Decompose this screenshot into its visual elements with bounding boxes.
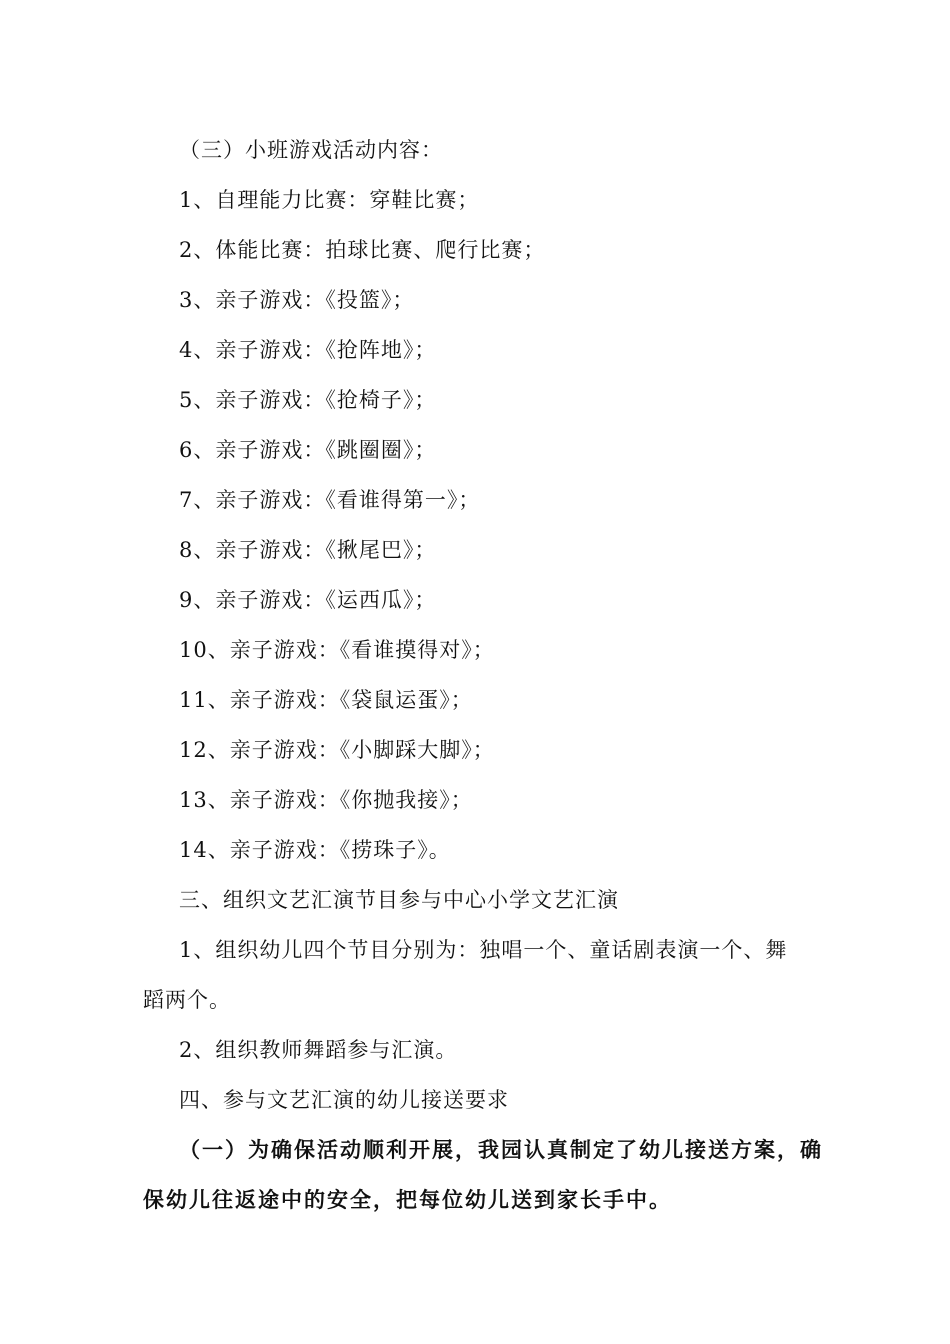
list-item: 4、亲子游戏：《抢阵地》； <box>179 338 437 362</box>
list-item: 5、亲子游戏：《抢椅子》； <box>179 388 437 412</box>
list-item: 8、亲子游戏：《揪尾巴》； <box>179 538 437 562</box>
section-heading-performance: 三、组织文艺汇演节目参与中心小学文艺汇演 <box>179 888 619 912</box>
paragraph-line: 1、组织幼儿四个节目分别为：独唱一个、童话剧表演一个、舞 <box>179 938 788 962</box>
bold-paragraph-line: （一）为确保活动顺利开展，我园认真制定了幼儿接送方案，确 <box>179 1137 823 1162</box>
section-heading-pickup: 四、参与文艺汇演的幼儿接送要求 <box>179 1088 509 1112</box>
list-item: 12、亲子游戏：《小脚踩大脚》； <box>179 738 495 762</box>
list-item: 6、亲子游戏：《跳圈圈》； <box>179 438 437 462</box>
list-item: 1、自理能力比赛：穿鞋比赛； <box>179 188 480 212</box>
list-item: 3、亲子游戏：《投篮》； <box>179 288 415 312</box>
list-item: 2、体能比赛：拍球比赛、爬行比赛； <box>179 238 546 262</box>
list-item: 9、亲子游戏：《运西瓜》； <box>179 588 437 612</box>
list-item: 14、亲子游戏：《捞珠子》。 <box>179 838 451 862</box>
list-item: 13、亲子游戏：《你抛我接》； <box>179 788 473 812</box>
paragraph-line: 蹈两个。 <box>143 988 231 1012</box>
paragraph-line: 2、组织教师舞蹈参与汇演。 <box>179 1038 458 1062</box>
bold-paragraph-line: 保幼儿往返途中的安全，把每位幼儿送到家长手中。 <box>143 1187 672 1212</box>
list-item: 10、亲子游戏：《看谁摸得对》； <box>179 638 495 662</box>
section-heading-small-class-games: （三）小班游戏活动内容： <box>179 138 443 162</box>
list-item: 11、亲子游戏：《袋鼠运蛋》； <box>179 688 473 712</box>
list-item: 7、亲子游戏：《看谁得第一》； <box>179 488 481 512</box>
